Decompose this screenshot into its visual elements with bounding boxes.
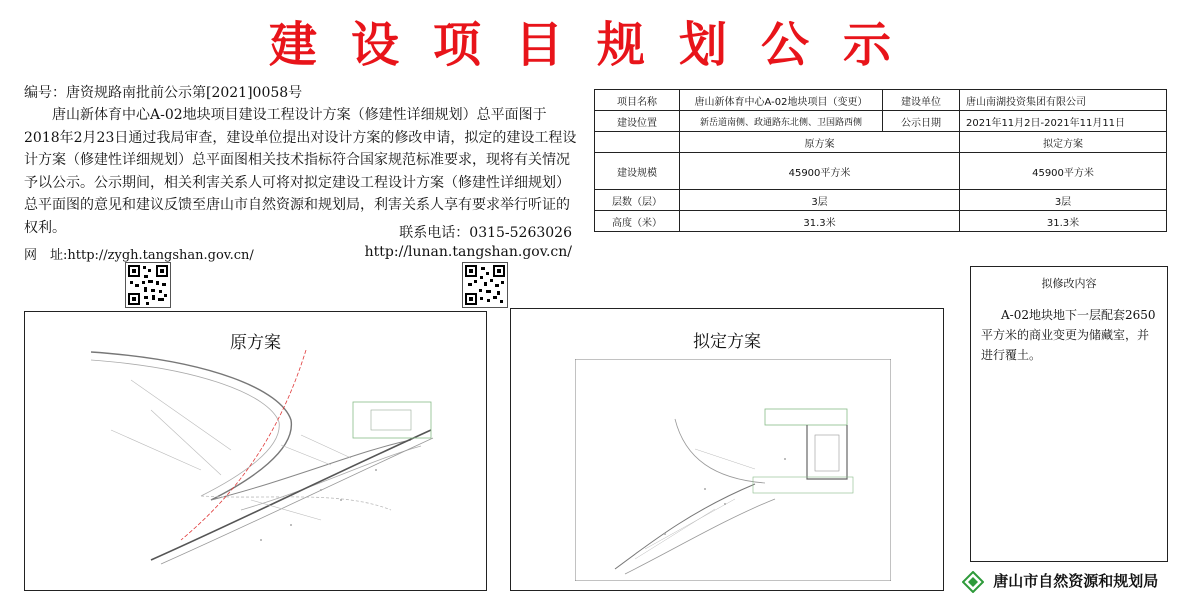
original-site-plan-drawing: [91, 350, 443, 572]
original-plan-panel: [24, 311, 487, 591]
proposed-site-plan-drawing: [575, 359, 891, 581]
notice-number: 编号：唐资规路南批前公示第[2021]0058号: [24, 85, 303, 101]
project-info-table: [594, 89, 1167, 232]
proposed-header: 拟定方案: [960, 132, 1167, 153]
builder-label: 建设单位: [883, 90, 960, 111]
page-title: 建设项目规划公示: [268, 17, 925, 73]
row-original: 45900平方米: [680, 153, 960, 190]
bureau-logo-icon: [962, 571, 984, 593]
row-label: 层数（层）: [595, 190, 680, 211]
builder-value: 唐山南湖投资集团有限公司: [960, 90, 1167, 111]
change-heading: 拟修改内容: [1041, 277, 1097, 290]
footer-org: [962, 570, 1158, 593]
qr-code-icon: [125, 262, 171, 308]
proposed-plan-title: 拟定方案: [693, 332, 761, 352]
original-header: 原方案: [680, 132, 960, 153]
original-plan-title: 原方案: [230, 333, 281, 353]
row-original: 3层: [680, 190, 960, 211]
row-proposed: 45900平方米: [960, 153, 1167, 190]
row-original: 31.3米: [680, 211, 960, 232]
date-value: 2021年11月2日-2021年11月11日: [960, 111, 1167, 132]
change-description-box: [970, 266, 1168, 562]
website-link-zygh[interactable]: 网 址:http://zygh.tangshan.gov.cn/: [24, 248, 254, 263]
notice-paragraph: 唐山新体育中心A-02地块项目建设工程设计方案（修建性详细规划）总平面图于2018年2月23日通过我局审查，建设单位提出对设计方案的修改申请，拟定的建设工程设计方案（修建性详细规划）总平面图相关技术指标符合国家规范标准要求，现将有关情况予以公示。公示期间，相关利害关系人可将对拟定建设工程设计方案（修建性详细规划）总平面图的意见和建议反馈至唐山市自然资源和规划局，利害关系人享有要求举行听证的权利。: [24, 107, 577, 236]
row-label: 建设规模: [595, 153, 680, 190]
project-name-label: 项目名称: [595, 90, 680, 111]
location-label: 建设位置: [595, 111, 680, 132]
proposed-plan-panel: [510, 308, 944, 591]
location-value: 新岳道南侧、政通路东北侧、卫国路西侧: [680, 111, 883, 132]
change-text: A-02地块地下一层配套2650平方米的商业变更为储藏室，并进行覆土。: [981, 308, 1156, 362]
website-link-lunan[interactable]: http://lunan.tangshan.gov.cn/: [364, 244, 572, 260]
phone-number: 联系电话：0315-5263026: [399, 225, 572, 241]
project-name-value: 唐山新体育中心A-02地块项目（变更）: [680, 90, 883, 111]
empty-header-cell: [595, 132, 680, 153]
website-line: [24, 244, 572, 263]
qr-code-icon: [462, 262, 508, 308]
footer-org-name: 唐山市自然资源和规划局: [993, 572, 1159, 590]
row-proposed: 3层: [960, 190, 1167, 211]
date-label: 公示日期: [883, 111, 960, 132]
row-label: 高度（米）: [595, 211, 680, 232]
row-proposed: 31.3米: [960, 211, 1167, 232]
